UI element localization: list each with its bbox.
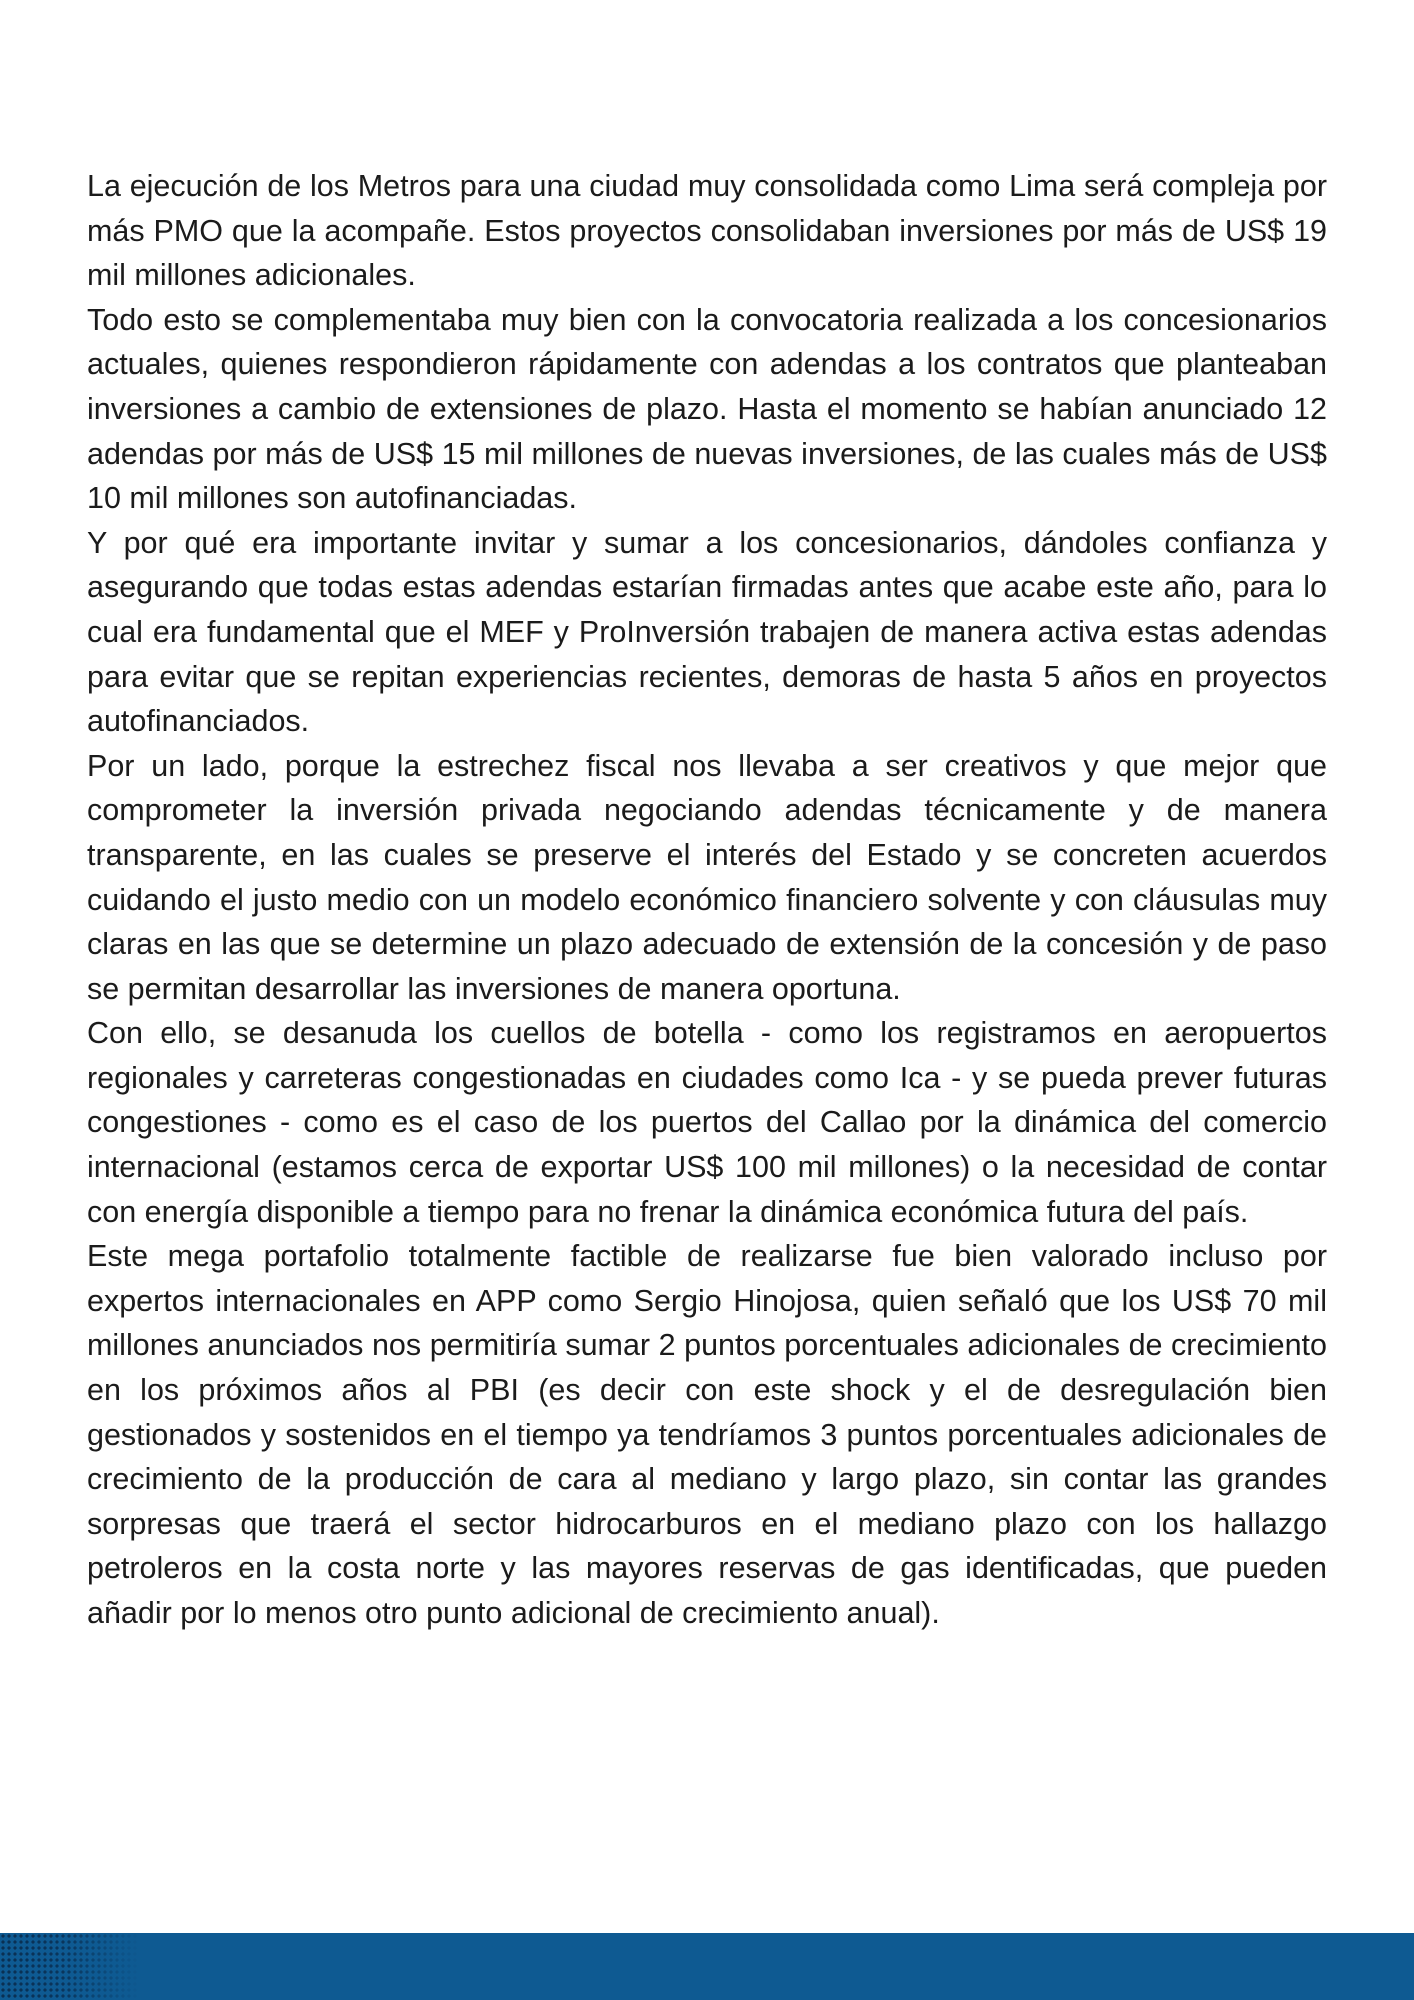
paragraph-1: La ejecución de los Metros para una ciudad muy consolidada como Lima será compleja por más PMO que la acompañe. Estos proyectos consolidaban inversiones por más de US$ 19 mil millones adicionales. (87, 169, 1327, 293)
halftone-dots-decoration (0, 1933, 140, 2000)
paragraph-2: Todo esto se complementaba muy bien con la convocatoria realizada a los concesionarios actuales, quienes respondieron rápidamente con adendas a los contratos que planteaban inversiones a cambio de extensiones de plazo. Hasta el momento se habían anunciado 12 adendas por más de US$ 15 mil millones de nuevas inversiones, de las cuales más de US$ 10 mil millones son autofinanciadas. (87, 302, 1327, 516)
paragraph-3: Y por qué era importante invitar y sumar a los concesionarios, dándoles confianza y asegurando que todas estas adendas estarían firmadas antes que acabe este año, para lo cual era fundamental que el MEF y ProInversión trabajen de manera activa estas adendas para evitar que se repitan experiencias recientes, demoras de hasta 5 años en proyectos autofinanciados. (87, 525, 1327, 739)
article-body (87, 164, 1327, 1636)
paragraph-5: Con ello, se desanuda los cuellos de botella - como los registramos en aeropuertos regionales y carreteras congestionadas en ciudades como Ica - y se pueda prever futuras congestiones - como es el caso de los puertos del Callao por la dinámica del comercio internacional (estamos cerca de exportar US$ 100 mil millones) o la necesidad de contar con energía disponible a tiempo para no frenar la dinámica económica futura del país. (87, 1016, 1327, 1229)
paragraph-6: Este mega portafolio totalmente factible de realizarse fue bien valorado incluso por expertos internacionales en APP como Sergio Hinojosa, quien señaló que los US$ 70 mil millones anunciados nos permitiría sumar 2 puntos porcentuales adicionales de crecimiento en los próximos años al PBI (es decir con este shock y el de desregulación bien gestionados y sostenidos en el tiempo ya tendríamos 3 puntos porcentuales adicionales de crecimiento de la producción de cara al mediano y largo plazo, sin contar las grandes sorpresas que traerá el sector hidrocarburos en el mediano plazo con los hallazgo petroleros en la costa norte y las mayores reservas de gas identificadas, que pueden añadir por lo menos otro punto adicional de crecimiento anual). (87, 1239, 1327, 1630)
footer-band (0, 1933, 1414, 2000)
paragraph-4: Por un lado, porque la estrechez fiscal nos llevaba a ser creativos y que mejor que comprometer la inversión privada negociando adendas técnicamente y de manera transparente, en las cuales se preserve el interés del Estado y se concreten acuerdos cuidando el justo medio con un modelo económico financiero solvente y con cláusulas muy claras en las que se determine un plazo adecuado de extensión de la concesión y de paso se permitan desarrollar las inversiones de manera oportuna. (87, 748, 1327, 1006)
